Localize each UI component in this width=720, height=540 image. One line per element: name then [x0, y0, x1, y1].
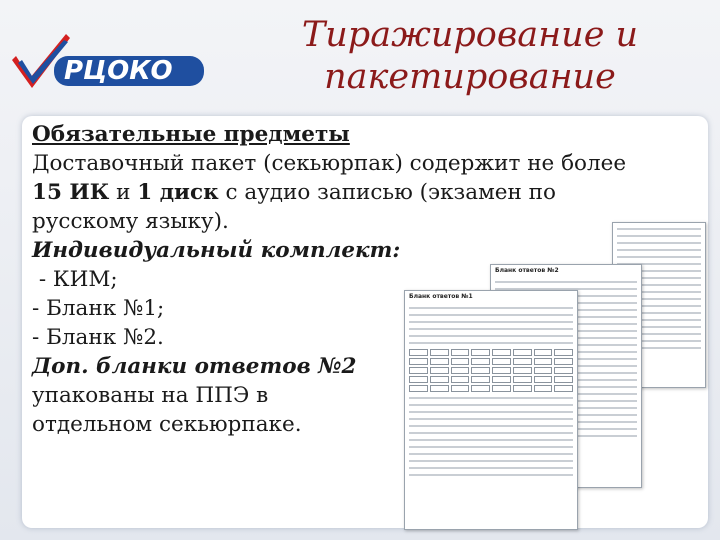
- slide-title: [260, 14, 680, 98]
- mandatory-subjects-heading: Обязательные предметы: [32, 122, 350, 147]
- rcoko-logo: [6, 26, 206, 96]
- kit-item: - КИМ;: [32, 267, 118, 292]
- title-line-2: пакетирование: [324, 57, 616, 97]
- form1-title: Бланк ответов №1: [409, 293, 473, 300]
- kit-heading: Индивидуальный комплект:: [32, 238, 401, 263]
- paragraph-line-1: Доставочный пакет (секьюрпак) содержит не более: [32, 151, 627, 176]
- kit-item: - Бланк №1;: [32, 296, 165, 321]
- extra-line-2: отдельном секьюрпаке.: [32, 412, 302, 437]
- extra-forms-heading: Доп. бланки ответов №2: [32, 354, 357, 379]
- svg-text:РЦОКО: РЦОКО: [64, 56, 173, 86]
- kit-item: - Бланк №2.: [32, 325, 164, 350]
- text-and: и: [109, 180, 138, 205]
- text-audio: с аудио записью (экзамен по: [218, 180, 556, 205]
- title-line-1: Тиражирование и: [301, 15, 639, 55]
- form2-title: Бланк ответов №2: [495, 267, 559, 274]
- disk-count: 1 диск: [137, 180, 219, 205]
- paragraph-line-3: русскому языку).: [32, 209, 229, 234]
- paragraph-line-2: [32, 178, 702, 207]
- slide-body: [32, 120, 702, 439]
- extra-line-1: упакованы на ППЭ в: [32, 383, 269, 408]
- ik-count: 15 ИК: [32, 180, 110, 205]
